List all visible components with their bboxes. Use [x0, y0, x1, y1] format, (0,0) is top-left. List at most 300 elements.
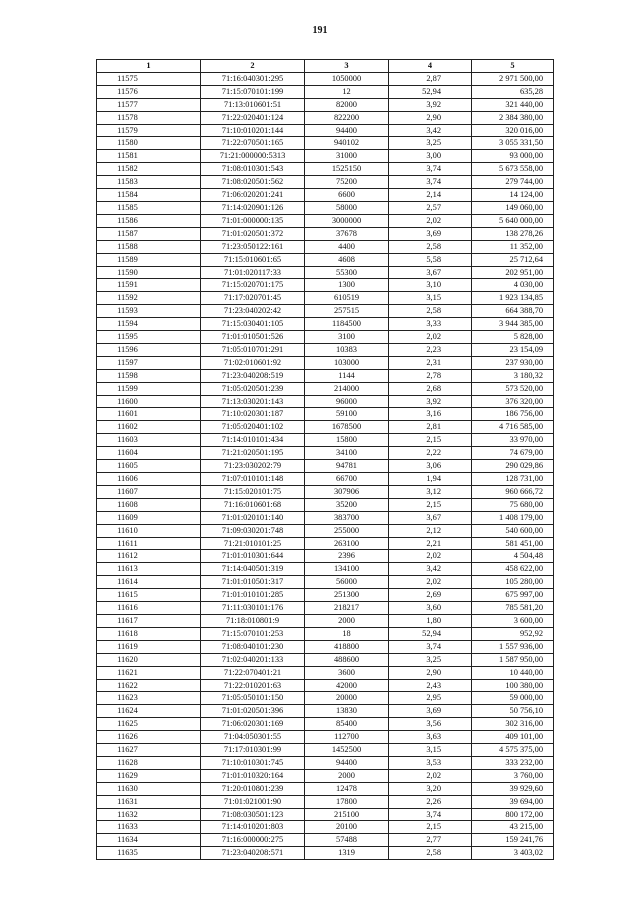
row-number-cell: 11598: [97, 369, 201, 382]
row-number-cell: 11633: [97, 821, 201, 834]
table-row: [97, 421, 554, 434]
table-row: [97, 640, 554, 653]
area-cell: 17800: [305, 795, 389, 808]
cadastral-number-cell: 71:10:010301:745: [201, 756, 305, 769]
rate-cell: 3,42: [389, 124, 472, 137]
area-cell: 6600: [305, 189, 389, 202]
page-number: 191: [312, 25, 328, 36]
table-row: [97, 98, 554, 111]
table-row: [97, 395, 554, 408]
rate-cell: 3,25: [389, 137, 472, 150]
amount-cell: 50 756,10: [472, 705, 554, 718]
amount-cell: 11 352,00: [472, 240, 554, 253]
area-cell: 1319: [305, 847, 389, 860]
row-number-cell: 11613: [97, 563, 201, 576]
row-number-cell: 11611: [97, 537, 201, 550]
cadastral-number-cell: 71:14:010201:803: [201, 821, 305, 834]
rate-cell: 2,87: [389, 72, 472, 85]
amount-cell: 59 000,00: [472, 692, 554, 705]
table-row: [97, 795, 554, 808]
row-number-cell: 11590: [97, 266, 201, 279]
cadastral-number-cell: 71:10:020301:187: [201, 408, 305, 421]
cadastral-number-cell: 71:08:020501:562: [201, 176, 305, 189]
cadastral-number-cell: 71:02:040201:133: [201, 653, 305, 666]
amount-cell: 800 172,00: [472, 808, 554, 821]
row-number-cell: 11632: [97, 808, 201, 821]
area-cell: 307906: [305, 485, 389, 498]
area-cell: 103000: [305, 356, 389, 369]
rate-cell: 2,02: [389, 331, 472, 344]
area-cell: 56000: [305, 576, 389, 589]
data-table: [96, 59, 554, 860]
amount-cell: 4 716 585,00: [472, 421, 554, 434]
rate-cell: 3,12: [389, 485, 472, 498]
amount-cell: 43 215,00: [472, 821, 554, 834]
amount-cell: 237 930,00: [472, 356, 554, 369]
area-cell: 418800: [305, 640, 389, 653]
amount-cell: 2 384 380,00: [472, 111, 554, 124]
rate-cell: 1,94: [389, 473, 472, 486]
amount-cell: 302 316,00: [472, 718, 554, 731]
amount-cell: 960 666,72: [472, 485, 554, 498]
amount-cell: 1 923 134,85: [472, 292, 554, 305]
cadastral-number-cell: 71:07:010101:148: [201, 473, 305, 486]
amount-cell: 321 440,00: [472, 98, 554, 111]
amount-cell: 785 581,20: [472, 602, 554, 615]
amount-cell: 10 440,00: [472, 666, 554, 679]
table-row: [97, 614, 554, 627]
amount-cell: 664 388,70: [472, 305, 554, 318]
amount-cell: 186 756,00: [472, 408, 554, 421]
row-number-cell: 11592: [97, 292, 201, 305]
rate-cell: 3,63: [389, 731, 472, 744]
cadastral-number-cell: 71:22:010201:63: [201, 679, 305, 692]
area-cell: 31000: [305, 150, 389, 163]
rate-cell: 2,02: [389, 769, 472, 782]
amount-cell: 4 504,48: [472, 550, 554, 563]
rate-cell: 3,06: [389, 460, 472, 473]
amount-cell: 14 124,00: [472, 189, 554, 202]
rate-cell: 3,69: [389, 227, 472, 240]
cadastral-number-cell: 71:23:030202:79: [201, 460, 305, 473]
table-row: [97, 666, 554, 679]
table-row: [97, 201, 554, 214]
rate-cell: 2,58: [389, 240, 472, 253]
row-number-cell: 11615: [97, 589, 201, 602]
amount-cell: 128 731,00: [472, 473, 554, 486]
area-cell: 822200: [305, 111, 389, 124]
column-header: 5: [472, 60, 554, 73]
table-row: [97, 137, 554, 150]
rate-cell: 2,26: [389, 795, 472, 808]
rate-cell: 5,58: [389, 253, 472, 266]
area-cell: 1678500: [305, 421, 389, 434]
area-cell: 251300: [305, 589, 389, 602]
rate-cell: 3,92: [389, 395, 472, 408]
table-row: [97, 563, 554, 576]
cadastral-number-cell: 71:01:020501:372: [201, 227, 305, 240]
rate-cell: 3,42: [389, 563, 472, 576]
rate-cell: 2,14: [389, 189, 472, 202]
row-number-cell: 11617: [97, 614, 201, 627]
area-cell: 35200: [305, 498, 389, 511]
rate-cell: 2,95: [389, 692, 472, 705]
cadastral-number-cell: 71:22:020401:124: [201, 111, 305, 124]
amount-cell: 3 760,00: [472, 769, 554, 782]
row-number-cell: 11612: [97, 550, 201, 563]
rate-cell: 2,31: [389, 356, 472, 369]
cadastral-number-cell: 71:16:000000:275: [201, 834, 305, 847]
row-number-cell: 11596: [97, 343, 201, 356]
area-cell: 42000: [305, 679, 389, 692]
table-row: [97, 111, 554, 124]
area-cell: 18: [305, 627, 389, 640]
rate-cell: 2,90: [389, 666, 472, 679]
area-cell: 1525150: [305, 163, 389, 176]
rate-cell: 2,15: [389, 821, 472, 834]
rate-cell: 3,15: [389, 292, 472, 305]
rate-cell: 3,92: [389, 98, 472, 111]
area-cell: 66700: [305, 473, 389, 486]
table-row: [97, 447, 554, 460]
rate-cell: 3,20: [389, 782, 472, 795]
row-number-cell: 11581: [97, 150, 201, 163]
table-row: [97, 214, 554, 227]
table-row: [97, 473, 554, 486]
table-row: [97, 369, 554, 382]
column-header: 1: [97, 60, 201, 73]
rate-cell: 2,21: [389, 537, 472, 550]
cadastral-number-cell: 71:01:010301:644: [201, 550, 305, 563]
area-cell: 15800: [305, 434, 389, 447]
area-cell: 96000: [305, 395, 389, 408]
area-cell: 34100: [305, 447, 389, 460]
row-number-cell: 11591: [97, 279, 201, 292]
rate-cell: 2,69: [389, 589, 472, 602]
cadastral-number-cell: 71:01:000000:135: [201, 214, 305, 227]
row-number-cell: 11576: [97, 85, 201, 98]
amount-cell: 75 680,00: [472, 498, 554, 511]
row-number-cell: 11609: [97, 511, 201, 524]
table-row: [97, 718, 554, 731]
cadastral-number-cell: 71:15:070101:199: [201, 85, 305, 98]
rate-cell: 3,15: [389, 744, 472, 757]
amount-cell: 952,92: [472, 627, 554, 640]
row-number-cell: 11584: [97, 189, 201, 202]
row-number-cell: 11605: [97, 460, 201, 473]
table-row: [97, 331, 554, 344]
cadastral-number-cell: 71:20:010801:239: [201, 782, 305, 795]
amount-cell: 279 744,00: [472, 176, 554, 189]
table-row: [97, 769, 554, 782]
table-row: [97, 782, 554, 795]
cadastral-number-cell: 71:08:030501:123: [201, 808, 305, 821]
area-cell: 488600: [305, 653, 389, 666]
area-cell: 218217: [305, 602, 389, 615]
area-cell: 255000: [305, 524, 389, 537]
amount-cell: 149 060,00: [472, 201, 554, 214]
area-cell: 12: [305, 85, 389, 98]
amount-cell: 540 600,00: [472, 524, 554, 537]
row-number-cell: 11578: [97, 111, 201, 124]
cadastral-number-cell: 71:23:040208:571: [201, 847, 305, 860]
row-number-cell: 11588: [97, 240, 201, 253]
area-cell: 4608: [305, 253, 389, 266]
rate-cell: 3,74: [389, 640, 472, 653]
area-cell: 75200: [305, 176, 389, 189]
area-cell: 263100: [305, 537, 389, 550]
row-number-cell: 11635: [97, 847, 201, 860]
row-number-cell: 11622: [97, 679, 201, 692]
rate-cell: 3,00: [389, 150, 472, 163]
row-number-cell: 11577: [97, 98, 201, 111]
rate-cell: 3,67: [389, 266, 472, 279]
column-header: 2: [201, 60, 305, 73]
area-cell: 12478: [305, 782, 389, 795]
row-number-cell: 11628: [97, 756, 201, 769]
cadastral-number-cell: 71:23:040208:519: [201, 369, 305, 382]
row-number-cell: 11587: [97, 227, 201, 240]
table-row: [97, 744, 554, 757]
table-row: [97, 150, 554, 163]
table-row: [97, 485, 554, 498]
amount-cell: 5 640 000,00: [472, 214, 554, 227]
amount-cell: 100 380,00: [472, 679, 554, 692]
table-row: [97, 731, 554, 744]
rate-cell: 2,12: [389, 524, 472, 537]
table-row: [97, 602, 554, 615]
cadastral-number-cell: 71:01:020501:396: [201, 705, 305, 718]
amount-cell: 23 154,09: [472, 343, 554, 356]
area-cell: 94781: [305, 460, 389, 473]
area-cell: 3600: [305, 666, 389, 679]
amount-cell: 3 180,32: [472, 369, 554, 382]
rate-cell: 2,78: [389, 369, 472, 382]
row-number-cell: 11586: [97, 214, 201, 227]
row-number-cell: 11602: [97, 421, 201, 434]
row-number-cell: 11601: [97, 408, 201, 421]
table-row: [97, 382, 554, 395]
cadastral-number-cell: 71:01:020117:33: [201, 266, 305, 279]
rate-cell: 1,80: [389, 614, 472, 627]
area-cell: 1050000: [305, 72, 389, 85]
area-cell: 20100: [305, 821, 389, 834]
row-number-cell: 11583: [97, 176, 201, 189]
amount-cell: 39 929,60: [472, 782, 554, 795]
row-number-cell: 11582: [97, 163, 201, 176]
cadastral-number-cell: 71:05:050101:150: [201, 692, 305, 705]
amount-cell: 3 944 385,00: [472, 318, 554, 331]
amount-cell: 458 622,00: [472, 563, 554, 576]
area-cell: 1452500: [305, 744, 389, 757]
cadastral-number-cell: 71:09:030201:748: [201, 524, 305, 537]
rate-cell: 2,02: [389, 550, 472, 563]
table-row: [97, 253, 554, 266]
cadastral-number-cell: 71:15:030401:105: [201, 318, 305, 331]
table-body: [97, 72, 554, 859]
table-row: [97, 550, 554, 563]
rate-cell: 2,02: [389, 214, 472, 227]
rate-cell: 3,53: [389, 756, 472, 769]
amount-cell: 635,28: [472, 85, 554, 98]
rate-cell: 52,94: [389, 627, 472, 640]
table-row: [97, 511, 554, 524]
amount-cell: 290 029,86: [472, 460, 554, 473]
cadastral-number-cell: 71:14:020901:126: [201, 201, 305, 214]
cadastral-number-cell: 71:06:020201:241: [201, 189, 305, 202]
amount-cell: 33 970,00: [472, 434, 554, 447]
area-cell: 4400: [305, 240, 389, 253]
cadastral-number-cell: 71:16:010601:68: [201, 498, 305, 511]
row-number-cell: 11607: [97, 485, 201, 498]
amount-cell: 675 997,00: [472, 589, 554, 602]
table-row: [97, 589, 554, 602]
amount-cell: 5 673 558,00: [472, 163, 554, 176]
amount-cell: 39 694,00: [472, 795, 554, 808]
cadastral-number-cell: 71:08:040101:230: [201, 640, 305, 653]
cadastral-number-cell: 71:08:010301:543: [201, 163, 305, 176]
rate-cell: 2,77: [389, 834, 472, 847]
table-row: [97, 240, 554, 253]
row-number-cell: 11595: [97, 331, 201, 344]
table-row: [97, 705, 554, 718]
cadastral-number-cell: 71:01:010320:164: [201, 769, 305, 782]
area-cell: 10383: [305, 343, 389, 356]
cadastral-number-cell: 71:21:010101:25: [201, 537, 305, 550]
rate-cell: 2,68: [389, 382, 472, 395]
table-row: [97, 756, 554, 769]
row-number-cell: 11626: [97, 731, 201, 744]
table-row: [97, 692, 554, 705]
amount-cell: 376 320,00: [472, 395, 554, 408]
row-number-cell: 11594: [97, 318, 201, 331]
row-number-cell: 11593: [97, 305, 201, 318]
area-cell: 940102: [305, 137, 389, 150]
amount-cell: 138 278,26: [472, 227, 554, 240]
area-cell: 383700: [305, 511, 389, 524]
cadastral-number-cell: 71:15:020701:175: [201, 279, 305, 292]
rate-cell: 2,23: [389, 343, 472, 356]
area-cell: 3100: [305, 331, 389, 344]
cadastral-number-cell: 71:01:020101:140: [201, 511, 305, 524]
area-cell: 94400: [305, 756, 389, 769]
amount-cell: 3 055 331,50: [472, 137, 554, 150]
rate-cell: 2,58: [389, 305, 472, 318]
row-number-cell: 11619: [97, 640, 201, 653]
area-cell: 20000: [305, 692, 389, 705]
table-row: [97, 318, 554, 331]
table-row: [97, 679, 554, 692]
table-row: [97, 279, 554, 292]
row-number-cell: 11603: [97, 434, 201, 447]
amount-cell: 3 600,00: [472, 614, 554, 627]
table-header-row: [97, 60, 554, 73]
amount-cell: 74 679,00: [472, 447, 554, 460]
row-number-cell: 11597: [97, 356, 201, 369]
rate-cell: 3,33: [389, 318, 472, 331]
row-number-cell: 11600: [97, 395, 201, 408]
amount-cell: 159 241,76: [472, 834, 554, 847]
cadastral-number-cell: 71:01:010501:317: [201, 576, 305, 589]
cadastral-number-cell: 71:17:010301:99: [201, 744, 305, 757]
area-cell: 1184500: [305, 318, 389, 331]
rate-cell: 3,74: [389, 176, 472, 189]
area-cell: 1144: [305, 369, 389, 382]
rate-cell: 2,90: [389, 111, 472, 124]
table-row: [97, 85, 554, 98]
rate-cell: 3,16: [389, 408, 472, 421]
amount-cell: 1 408 179,00: [472, 511, 554, 524]
cadastral-number-cell: 71:18:010801:9: [201, 614, 305, 627]
table-row: [97, 808, 554, 821]
row-number-cell: 11580: [97, 137, 201, 150]
cadastral-number-cell: 71:11:030101:176: [201, 602, 305, 615]
cadastral-number-cell: 71:22:070501:165: [201, 137, 305, 150]
table-row: [97, 163, 554, 176]
amount-cell: 4 575 375,00: [472, 744, 554, 757]
rate-cell: 2,15: [389, 498, 472, 511]
amount-cell: 93 000,00: [472, 150, 554, 163]
rate-cell: 2,81: [389, 421, 472, 434]
table-row: [97, 460, 554, 473]
amount-cell: 3 403,02: [472, 847, 554, 860]
table-row: [97, 653, 554, 666]
amount-cell: 581 451,00: [472, 537, 554, 550]
table-row: [97, 821, 554, 834]
cadastral-number-cell: 71:14:010101:434: [201, 434, 305, 447]
table-row: [97, 124, 554, 137]
area-cell: 13830: [305, 705, 389, 718]
column-header: 4: [389, 60, 472, 73]
cadastral-number-cell: 71:01:010501:526: [201, 331, 305, 344]
rate-cell: 2,22: [389, 447, 472, 460]
row-number-cell: 11630: [97, 782, 201, 795]
row-number-cell: 11618: [97, 627, 201, 640]
area-cell: 57488: [305, 834, 389, 847]
area-cell: 257515: [305, 305, 389, 318]
row-number-cell: 11579: [97, 124, 201, 137]
table-row: [97, 537, 554, 550]
cadastral-number-cell: 71:01:021001:90: [201, 795, 305, 808]
area-cell: 2396: [305, 550, 389, 563]
rate-cell: 3,74: [389, 808, 472, 821]
row-number-cell: 11625: [97, 718, 201, 731]
rate-cell: 52,94: [389, 85, 472, 98]
cadastral-number-cell: 71:02:010601:92: [201, 356, 305, 369]
table-row: [97, 343, 554, 356]
row-number-cell: 11627: [97, 744, 201, 757]
cadastral-number-cell: 71:21:020501:195: [201, 447, 305, 460]
cadastral-number-cell: 71:01:010101:285: [201, 589, 305, 602]
row-number-cell: 11575: [97, 72, 201, 85]
row-number-cell: 11606: [97, 473, 201, 486]
row-number-cell: 11589: [97, 253, 201, 266]
rate-cell: 2,58: [389, 847, 472, 860]
area-cell: 59100: [305, 408, 389, 421]
rate-cell: 3,74: [389, 163, 472, 176]
cadastral-number-cell: 71:05:020401:102: [201, 421, 305, 434]
row-number-cell: 11629: [97, 769, 201, 782]
area-cell: 55300: [305, 266, 389, 279]
row-number-cell: 11599: [97, 382, 201, 395]
area-cell: 82000: [305, 98, 389, 111]
area-cell: 2000: [305, 614, 389, 627]
table-row: [97, 227, 554, 240]
amount-cell: 5 828,00: [472, 331, 554, 344]
area-cell: 1300: [305, 279, 389, 292]
row-number-cell: 11616: [97, 602, 201, 615]
cadastral-number-cell: 71:23:050122:161: [201, 240, 305, 253]
